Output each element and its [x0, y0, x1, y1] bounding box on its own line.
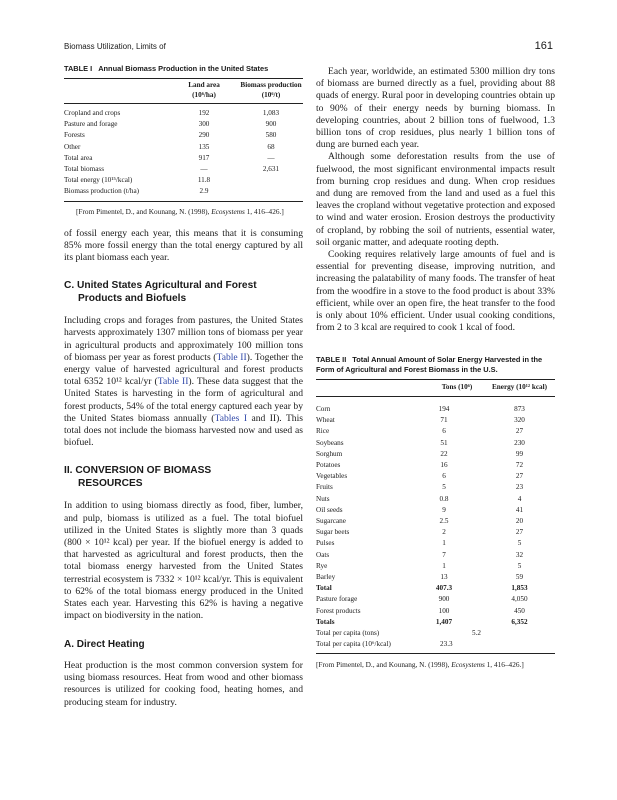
table-2-body [316, 404, 555, 650]
right-body-text [316, 66, 555, 334]
paragraph: Heat production is the most common conversion system for using biomass resources. Heat from wood and other biomass resources is utilized for cooking food, heating homes, and producing steam for industry. [64, 660, 303, 708]
table-2-caption [316, 355, 555, 375]
table-row: Corn 194 873 [316, 404, 525, 413]
table-row: Total area 917 — [64, 153, 275, 162]
table-1-label: TABLE I [64, 64, 93, 73]
table-row: Soybeans 51 230 [316, 438, 525, 447]
right-column [316, 66, 555, 670]
table-ii-link[interactable]: Table II [216, 351, 247, 363]
table-1-body [64, 108, 303, 198]
table-row: Fruits 5 23 [316, 483, 524, 492]
table-row: Sorghum 22 99 [316, 449, 524, 458]
table-row: Rice 6 27 [316, 427, 524, 436]
table-row: Rye 1 5 [316, 561, 522, 570]
paragraph: Each year, worldwide, an estimated 5300 million dry tons of biomass are burned directly as a fuel, providing about 88 quads of energy. Rural poor in developing countries obtain up to 90% of their energy needs by burning biomass. In developing countries, about 2 billion tons of fuelwood, 1.3 billion tons of crop residues, plus nearly 1 billion tons of dung are burned each year. [316, 66, 555, 151]
table-2-col-header: Tons (10⁶) [441, 383, 473, 392]
table-row: Other 135 68 [64, 142, 275, 151]
table-1-source: [From Pimentel, D., and Kounang, N. (1998), Ecosystems 1, 416–426.] [76, 206, 284, 216]
table-row: Nuts 0.8 4 [316, 494, 522, 503]
table-row: Wheat 71 320 [316, 416, 525, 425]
table-1-grid [64, 81, 303, 100]
table-row: Sugar beets 2 27 [316, 528, 524, 537]
table-row: Oats 7 32 [316, 550, 524, 559]
section-a-heading: A. Direct Heating [64, 638, 145, 650]
table-row: Sugarcane 2.5 20 [316, 517, 524, 525]
table-totals-row: Totals 1,407 6,352 [316, 617, 528, 626]
table-row: Pasture forage 900 4,050 [316, 595, 528, 604]
paragraph: Cooking requires relatively large amounts of fuel and is essential for preventing disease, improving nutrition, and increasing the palatability of many foods. The transfer of heat from the woodfire in a stove to the food product is about 33% efficient, while over an open fire, the heat transfer to the food is only about 10% efficient. Under usual cooking conditions, from 2 to 3 kcal are required to cook 1 kcal of food. [316, 249, 555, 334]
paragraph: Although some deforestation results from the use of fuelwood, the most significant environmental impacts result from burning crop residues and dung. When crop residues and dung are removed from the land and used as a fuel this leaves the cropland without vegetative protection and exposed to wind and water erosion. Erosion destroys the productivity of cropland, by robbing the soil of nutrients, essential water, soil organic matter, and adequate rooting depth. [316, 151, 555, 248]
table-2-source: [From Pimentel, D., and Kounang, N. (1998), Ecosystems 1, 416–426.] [316, 660, 524, 670]
left-body-text [64, 228, 303, 709]
page-number: 161 [534, 40, 553, 52]
section-c-heading: C. United States Agricultural and Forest Products and Biofuels [64, 280, 257, 304]
table-row: Potatoes 16 72 [316, 460, 524, 469]
table-row: Forests 290 580 [64, 131, 277, 140]
table-2 [316, 355, 555, 670]
table-row: Cropland and crops 192 1,083 [64, 109, 280, 117]
table-2-grid [316, 383, 555, 393]
paragraph: In addition to using biomass directly as food, fiber, lumber, and pulp, biomass is utilized as a fuel. The total biofuel utilized in the United States is slightly more than 3 quads (800 × 10¹² kcal) per year. If the biofuel energy is added to that harvested as agricultural and forest products, then the total biomass energy harvested from the United States terrestrial ecosystem is 7332 × 10¹² kcal/yr. This is equivalent to 62% of the total biomass energy produced in the United States each year. Harvesting this 62% is having a negative impact on biodiversity in the nation. [64, 500, 303, 622]
table-2-col-header: Energy (10¹² kcal) [491, 383, 547, 392]
table-ii-link[interactable]: Table II [157, 376, 189, 388]
table-row: Total biomass — 2,631 [64, 165, 280, 174]
table-row: Total per capita (tons) 5.2 [316, 629, 481, 638]
table-1 [64, 64, 303, 217]
table-1-title: Annual Biomass Production in the United States [98, 64, 269, 73]
paragraph: of fossil energy each year, this means that it is consuming 85% more fossil energy than the total energy captured by all its plant biomass each year. [64, 227, 303, 264]
running-header: Biomass Utilization, Limits of [64, 42, 166, 51]
table-1-col-header: Land area (10⁶/ha) [188, 81, 220, 99]
table-row: Vegetables 6 27 [316, 472, 524, 481]
paragraph: Including crops and forages from pastures, the United States harvests approximately 1307 million tons of biomass per year in agricultural products and approximately 100 million tons of biomass per year as forest products (Table II). Together the energy value of harvested agricultural and forest products total 6352 10¹² kcal/yr (Table II). These data suggest that the United States is harvesting in the form of agricultural and forest products, 54% of the total energy captured each year by the United States biomass annually (Tables I and II). This total does not include the biomass harvested now and used as biofuel. [64, 315, 303, 449]
section-ii-heading: II. CONVERSION OF BIOMASS RESOURCES [64, 465, 212, 489]
table-row: Pulses 1 5 [316, 539, 522, 548]
tables-i-link[interactable]: Tables I [214, 412, 248, 424]
table-total-row: Total 407.3 1,853 [316, 584, 528, 593]
table-2-label: TABLE II [316, 355, 347, 365]
table-row: Barley 13 59 [316, 573, 524, 582]
table-row: Forest products 100 450 [316, 606, 525, 615]
left-column [64, 64, 303, 709]
table-2-title: Total Annual Amount of Solar Energy Harvested in the Form of Agricultural and Forest Biomass in the U.S. [316, 355, 543, 375]
table-row: Pasture and forage 300 900 [64, 120, 277, 129]
table-row: Total per capita (10⁶/kcal) 23.3 [316, 640, 453, 649]
table-row: Biomass production (t/ha) 2.9 [64, 187, 209, 196]
table-row: Total energy (10¹⁵/kcal) 11.8 [64, 176, 211, 185]
table-1-col-header: Biomass production (10⁶/t) [240, 81, 302, 99]
table-1-caption [64, 64, 303, 74]
table-row: Oil seeds 9 41 [316, 505, 524, 514]
